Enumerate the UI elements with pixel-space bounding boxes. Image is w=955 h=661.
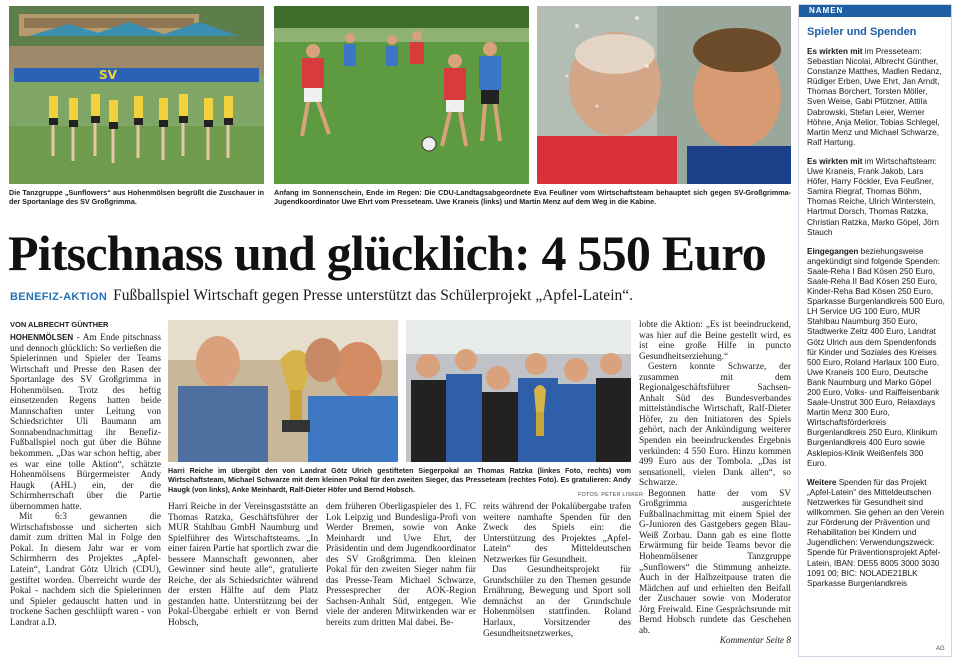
sidebar-text: Spenden für das Projekt „Apfel-Latein“ des Mitteldeutschen Netzwerkes für Gesundheit sind willkommen. Sie gehen an den Verein zur Förderung der Prävention und Rehabilitation bei Kindern und Jugendlichen: Verwendungszweck: Spende für Präventionsprojekt Apfel-Latein, IBAN: DE55 8005 3000 3030 1091 00; BIC: NOLADE21BLK Sparkasse Burgenlandkreis xyxy=(807,477,944,588)
photo-football-match xyxy=(274,6,529,184)
photo-dance-group xyxy=(9,6,264,184)
photo-press-team xyxy=(406,320,631,462)
sidebar-body xyxy=(799,47,951,589)
article-paragraph: reits während der Pokalübergabe trafen weitere namhafte Spenden für den Zweck des Spiels ein: die Unterstützung des Projektes „Apfel-Latein“ des Mitteldeutschen Netzwerkes für Gesundheit. xyxy=(483,502,631,565)
author-signoff: AG xyxy=(936,646,945,652)
article-column-5 xyxy=(639,320,791,658)
sidebar-press-team xyxy=(807,47,945,148)
sidebar-text: beziehungsweise angekündigt sind folgende Spenden: Saale-Reha I Bad Kösen 250 Euro, Saale-Reha II Bad Kösen 250 Euro, Kinder-Reha Bad Kösen 250 Euro, Sparkasse Burgenlandkreis 500 Euro, LH Service UG 100 Euro, MUR Stahlbau Naumburg 350 Euro, Stadtwerke Zeitz 400 Euro, Landrat Götz Ulrich aus dem Spendenfonds für Kinder und Soziales des Kreises 500 Euro, Roland Harlaux 100 Euro, Uwe Kraneis 100 Euro, Deutsche Bank Naumburg und Marko Göpel 200 Euro, Volks- und Raiffeisenbank Saale-Unstrut 300 Euro, Relaxdays Martin Menz 300 Euro, Wirtschaftsförderkreis Burgenlandkreis 250 Euro, Klinikum Burgenlandkreis 400 Euro sowie Asklepios-Klinik Weißenfels 300 Euro. xyxy=(807,246,945,468)
sidebar-lead: Eingegangen xyxy=(807,246,859,256)
subheadline: Fußballspiel Wirtschaft gegen Presse unterstützt das Schülerprojekt „Apfel-Latein“. xyxy=(113,287,634,304)
dateline: HOHENMÖLSEN xyxy=(10,333,74,342)
article-paragraph: dem früheren Oberligaspieler des 1. FC Lok Leipzig und Bundesliga-Profi von Werder Bremen, sowie von Anke Meinhardt und Uwe Ehrt, der Präsidentin und dem Jugendkoordinator des SV Großgrimma. Den kleinen Pokal für den zweiten Sieger nahm für das Presse-Team Michael Schwarze, Pressesprecher der AOK-Region Sachsen-Anhalt Süd, entgegen. Wie viele der anderen Mitwirkenden war er bereits zum dritten Mal dabei. Be- xyxy=(326,502,476,629)
article-column-3 xyxy=(326,502,476,658)
sidebar-business-team xyxy=(807,157,945,238)
caption-photo-4-5: Harri Reiche im übergibt den von Landrat Götz Ulrich gestifteten Siegerpokal an Thomas Ratzka (linkes Foto, rechts) vom Wirtschaftsteam, Michael Schwarze mit dem kleinen Pokal für den zweiten Sieger, das Presseteam (rechtes Foto). Es gratulieren: Andy Haugk (von links), Anke Meinhardt, Ralf-Dieter Höfer und Bernd Hobsch. xyxy=(168,466,631,494)
article-paragraph: Mit 6:3 gewannen die Wirtschaftsbosse und sicherten sich damit zum dritten Mal in Folge den Pokal. In diesem Jahr war er vom Schirmherrn des Projektes „Apfel-Latein“, Landrat Götz Ulrich (CDU), gestiftet worden. Überreicht wurde der Pokal - nachdem sich die Spielerinnen und Spieler gedauscht hatten und in trockene Sachen geschlüpft waren - von Landrat a.D. xyxy=(10,512,161,628)
kicker: BENEFIZ-AKTION xyxy=(10,291,108,303)
photo-credit: FOTOS: PETER LISKER xyxy=(578,492,644,498)
article-paragraph: lobte die Aktion: „Es ist beeindruckend, was hier auf die Beine gestellt wird, es ist eine große Hilfe in puncto Gesundheitserziehung.“ xyxy=(639,320,791,362)
sidebar-donations xyxy=(807,247,945,469)
sidebar-text: im Wirtschaftsteam: Uwe Kraneis, Frank Jakob, Lars Höfer, Harry Föckler, Eva Feußner, Samira Riegraf, Thomas Böhm, Thomas Reiche, Ulrich Winterstein, Hartmut Dorsch, Thomas Ratzka, Christian Ratzka, Marko Göpel, Jörn Stauch xyxy=(807,156,939,237)
article-paragraph: - Am Ende pitschnass und dennoch glücklich: So verließen die Spielerinnen und Spieler der Teams Wirtschaft und Presse den Rasen der Sportanlage des SV Großgrimma in Hohenmölsen. Trotz des heftig einsetzenden Regens hatten beide Mannschaften unter Leitung von Schiedsrichter Uli Baumann am Sonnabendnachmittag ihr Benefiz-Fußballspiel noch gut über die Bühne bekommen. „Das war schon heftig, aber es war eine tolle Aktion“, schätzte Hohenmölsens Bürgermeister Andy Haugk (AHL) ein, der die Schirmherrschaft über die Partie übernommen hatte. xyxy=(10,333,161,512)
cross-reference: Kommentar Seite 8 xyxy=(719,636,791,647)
sidebar-tag: NAMEN xyxy=(799,5,951,17)
photo-rain-faces xyxy=(537,6,791,184)
article-paragraph: Das Gesundheitsprojekt für Grundschüler zu den Themen gesunde Ernährung, Bewegung und Sport soll demnächst an der Grundschule Hohenmölsen stattfinden. Roland Harlaux, Vorsitzender des Gesundheitsnetzwerkes, xyxy=(483,565,631,639)
article-paragraph: Gestern konnte Schwarze, der zusammen mit dem Regionalgeschäftsführer Sachsen-Anhalt Süd des Bundesverbandes mittelständische Wirtschaft, Ralf-Dieter Höfer, zu den Initiatoren des Spiels gehört, nach der Ankündigung weiterer Spenden ein beeindruckendes Ergebnis verkünden: 4 550 Euro. Hinzu kommen 499 Euro aus der Tombola. „Das ist sensationell, vielen Dank allen“, so Schwarze. xyxy=(639,362,791,489)
sidebar-lead: Es wirkten mit xyxy=(807,47,863,56)
caption-photo-1: Die Tanzgruppe „Sunflowers“ aus Hohenmölsen begrüßt die Zuschauer in der Sportanlage des SV Großgrimma. xyxy=(9,188,264,207)
banner-text: SV xyxy=(99,68,117,82)
headline: Pitschnass und glücklich: 4 550 Euro xyxy=(8,225,766,281)
byline: VON ALBRECHT GÜNTHER xyxy=(10,320,109,329)
sidebar-text: im Presseteam: Sebastian Nicolai, Albrecht Günther, Constanze Matthes, Madlen Redanz, Rüdiger Erben, Uwe Ehrt, Jan Arndt, Thomas Borchert, Torsten Möller, Sven Weise, Gabi Pfützner, Attila Dabrowski, Stefan Leier, Werner Höhne, Anja Melior, Tobias Schlegel, Martin Menz und Michael Schwarze, Ralf Hartung. xyxy=(807,47,942,147)
subheadline-row xyxy=(10,286,633,306)
sidebar-title: Spieler und Spenden xyxy=(807,26,917,38)
sidebar-lead: Weitere xyxy=(807,477,837,487)
article-paragraph: Harri Reiche in der Vereinsgaststätte an Thomas Ratzka, Geschäftsführer der MUR Stahlbau GmbH Naumburg und Spielführer des Wirtschaftsteams. „In einer fairen Partie hat sportlich zwar die bessere Mannschaft gewonnen, aber Gewinner sind heute alle“, gratulierte Reiche, der als Schiedsrichter während der ersten Hälfte auf dem Platz gestanden hatte. Unterstützung bei der Pokal-Übergabe erhielt er von Bernd Hobsch, xyxy=(168,502,318,629)
article-column-4 xyxy=(483,502,631,658)
sidebar-lead: Es wirkten mit xyxy=(807,156,863,166)
article-column-1 xyxy=(10,333,161,658)
sidebar-box xyxy=(798,4,952,657)
article-paragraph: Begonnen hatte der vom SV Großgrimma ausgerichtete Fußballnachmittag mit einem Spiel der G-Junioren des Gastgebers gegen Blau-Weiß Zorbau. Dann gab es eine flotte Erwärmung für beide Teams bevor die Hohenmölsener Tanzgruppe „Sunflowers“ die Stimmung anheizte. Auch in der Halbzeitpause traten die Mädchen auf und erhielten den Beifall der Zuschauer sowie von Moderator Jörg Freiwald. Eine Gesprächsrunde mit Bernd Hobsch rundete das Geschehen ab. xyxy=(639,488,791,636)
caption-photo-2-3: Anfang im Sonnenschein, Ende im Regen: Die CDU-Landtagsabgeordnete Eva Feußner vom Wirtschaftsteam behauptet sich gegen SV-Großgrimma-Jugendkoordinator Uwe Ehrt vom Presseteam. Uwe Kraneis (links) und Martin Menz auf dem Weg in die Kabine. xyxy=(274,188,791,207)
sidebar-more-donations xyxy=(807,478,945,589)
article-column-2 xyxy=(168,502,318,658)
photo-trophy-handover xyxy=(168,320,398,462)
